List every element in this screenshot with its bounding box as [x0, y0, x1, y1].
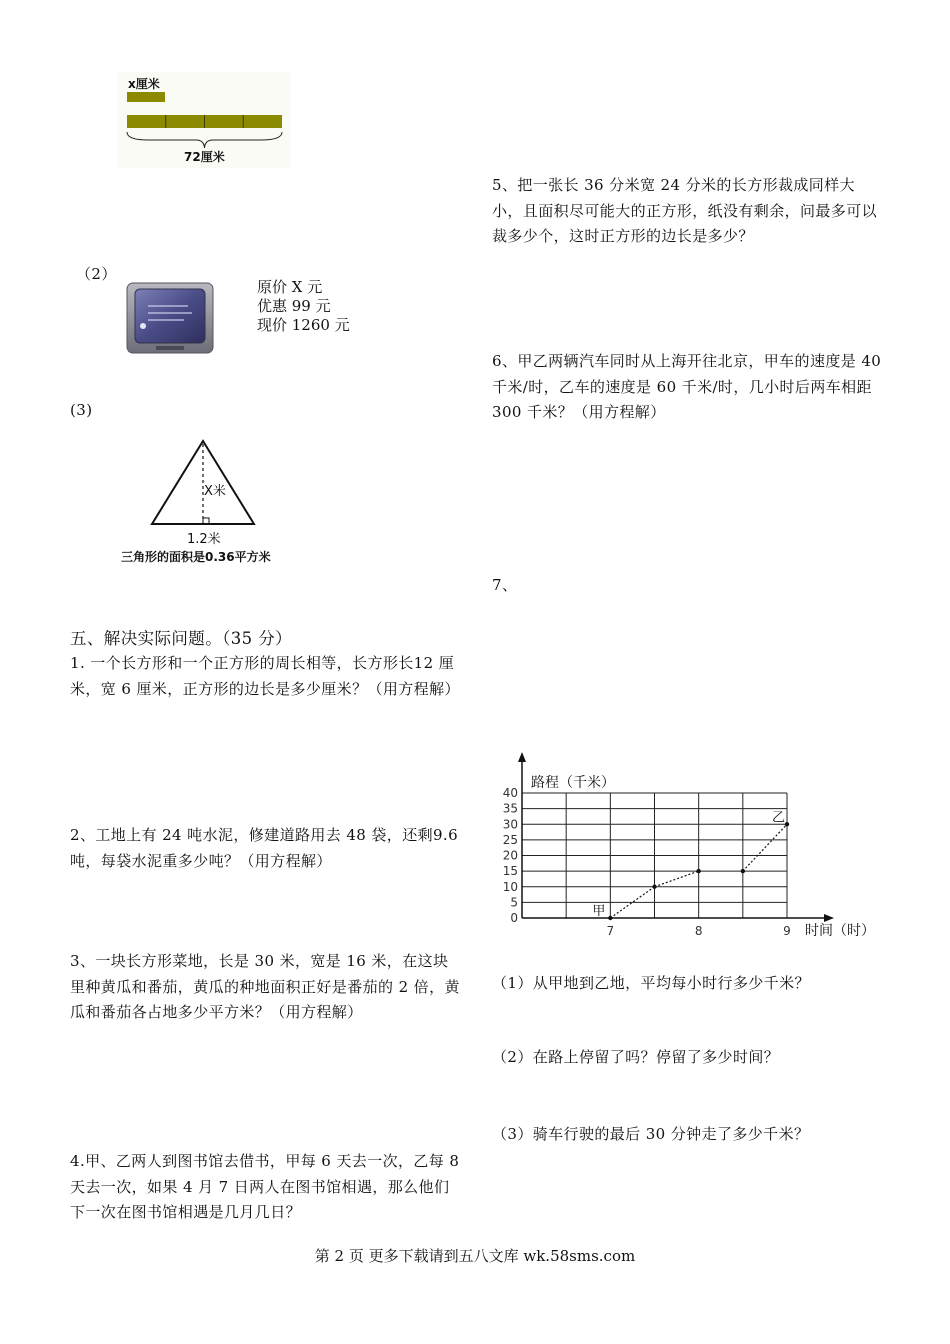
question-4: 4.甲、乙两人到图书馆去借书，甲每 6 天去一次，乙每 8 天去一次，如果 4 月 7 日两人在图书馆相遇，那么他们下一次在图书馆相遇是几月几日？	[70, 1152, 460, 1221]
y-tick-label: 5	[510, 895, 518, 910]
triangle-caption: 三角形的面积是0.36平方米	[121, 550, 271, 564]
page-footer: 第 2 页 更多下载请到五八文库 wk.58sms.com	[314, 1247, 636, 1265]
data-point	[696, 869, 700, 873]
distance-time-chart	[490, 748, 890, 948]
height-label: X米	[204, 484, 226, 499]
x-tick-label: 8	[694, 924, 703, 938]
triangle-svg	[115, 432, 315, 572]
chart-y-label: 路程（千米）	[531, 775, 615, 791]
current-price: 现价 1260 元	[257, 316, 350, 334]
y-tick-label: 10	[502, 879, 518, 894]
y-tick-label: 0	[510, 911, 518, 925]
end-label: 乙	[772, 810, 786, 826]
triangle-figure	[115, 432, 315, 572]
y-tick-label: 25	[502, 832, 518, 847]
tv-stand	[156, 346, 184, 350]
fig2-number: （2）	[76, 265, 117, 283]
sub-question-3: （3）骑车行驶的最后 30 分钟走了多少千米？	[492, 1125, 810, 1143]
original-price: 原价 X 元	[257, 278, 323, 296]
tv-screen-dot	[140, 323, 146, 329]
bar-diagram-svg	[118, 72, 290, 168]
bar-diagram	[118, 72, 290, 168]
question-1: 1. 一个长方形和一个正方形的周长相等，长方形长12 厘米，宽 6 厘米，正方形的边长是多少厘米？（用方程解）	[70, 654, 460, 698]
chart-svg	[490, 748, 890, 948]
y-tick-label: 30	[502, 817, 518, 832]
data-point	[741, 869, 745, 873]
price-info	[257, 278, 350, 335]
tv-icon	[126, 282, 214, 354]
x-tick-label: 7	[606, 924, 615, 938]
tv-screen	[135, 289, 205, 343]
question-3: 3、一块长方形菜地，长是 30 米，宽是 16 米，在这块里种黄瓜和番茄，黄瓜的种地面积正好是番茄的 2 倍，黄瓜和番茄各占地多少平方米？（用方程解）	[70, 952, 460, 1021]
chart-x-label: 时间（时）	[805, 923, 875, 939]
base-label: 1.2米	[187, 532, 221, 547]
y-tick-label: 40	[502, 786, 518, 800]
discount: 优惠 99 元	[257, 297, 331, 315]
data-point	[652, 885, 656, 889]
sub-question-2: （2）在路上停留了吗？停留了多少时间？	[492, 1048, 780, 1066]
question-7: 7、	[492, 576, 518, 594]
y-tick-label: 20	[502, 848, 518, 863]
tv-image	[126, 282, 214, 354]
bar-diagram-x-label: x厘米	[128, 77, 160, 91]
sub-question-1: （1）从甲地到乙地，平均每小时行多少千米？	[492, 974, 810, 992]
bar-diagram-total-label: 72厘米	[184, 150, 225, 164]
question-5: 5、把一张长 36 分米宽 24 分米的长方形裁成同样大小，且面积尽可能大的正方形，纸没有剩余，问最多可以裁多少个，这时正方形的边长是多少？	[492, 176, 878, 245]
question-6: 6、甲乙两辆汽车同时从上海开往北京，甲车的速度是 40 千米/时，乙车的速度是 60 千米/时，几小时后两车相距 300 千米？（用方程解）	[492, 352, 882, 421]
x-tick-label: 9	[783, 924, 791, 938]
question-2: 2、工地上有 24 吨水泥，修建道路用去 48 袋，还剩9.6 吨，每袋水泥重多少吨？（用方程解）	[70, 826, 459, 870]
fig3-number: (3)	[70, 401, 93, 419]
y-tick-label: 15	[502, 864, 518, 879]
y-tick-label: 35	[502, 801, 518, 816]
start-label: 甲	[592, 904, 606, 919]
data-point	[608, 916, 612, 920]
data-point	[785, 822, 789, 826]
section-title: 五、解决实际问题。（35 分）	[70, 629, 292, 648]
short-bar	[127, 92, 165, 102]
